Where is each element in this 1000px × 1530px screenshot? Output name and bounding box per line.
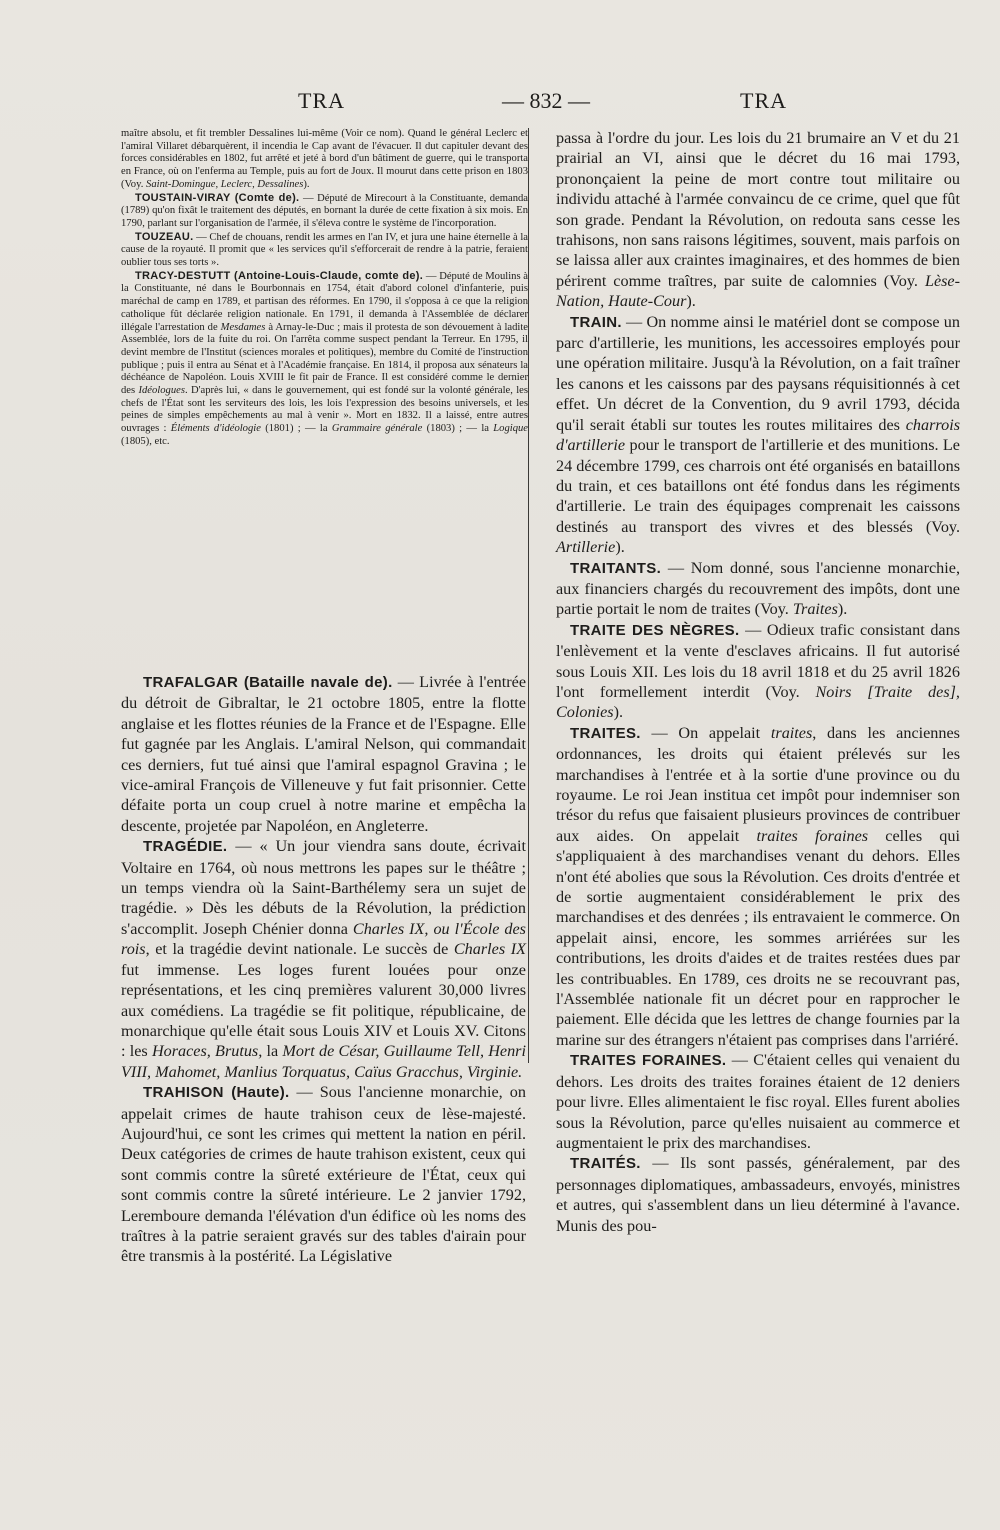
entry-toussaint-continuation: maître absolu, et fit trembler Dessalines lui-même (Voir ce nom). Quand le général Leclerc et l'amiral Villaret débarquèrent, il incendia le Cap avant de l'évacuer. Il dut capituler devant des forces considérables en 1802, fut arrêté et jeté à bord d'un bâtiment de guerre, qui le transporta en France, où on l'enferma au Temple, puis au fort de Joux. Il mourut dans cette prison en 1803 (Voy. Saint-Domingue, Leclerc, Dessalines). [121,128,528,190]
entry-tragedie: TRAGÉDIE. — « Un jour viendra sans doute, écrivait Voltaire en 1764, où nous mettrons les papes sur le théâtre ; un temps viendra où la Saint-Barthélemy sera un sujet de tragédie. » Dès les débuts de la Révolution, la prédiction s'accomplit. Joseph Chénier donna Charles IX, ou l'École des rois, et la tragédie devint nationale. Le succès de Charles IX fut immense. Les loges furent louées pour onze représentations, et les cinq premières valurent 30,000 livres aux comédiens. La tragédie se fit politique, républicaine, de monarchique qu'elle était sous Louis XIV et Louis XV. Citons : les Horaces, Brutus, la Mort de César, Guillaume Tell, Henri VIII, Mahomet, Manlius Torquatus, Caïus Gracchus, Virginie. [121,837,526,1081]
headword: TRAGÉDIE. [143,838,228,856]
entry-tracy-destutt: TRACY-DESTUTT (Antoine-Louis-Claude, comte de). — Député de Moulins à la Constituante, né dans le Bourbonnais en 1754, était d'abord colonel d'infanterie, puis maréchal de camp en 1789, et partisan des réformes. En 1790, il s'opposa à ce que la religion catholique fût déclarée religion nationale. En 1791, il demanda à l'Assemblée de déclarer illégale l'arrestation de Mesdames à Arnay-le-Duc ; mais il protesta de son dévouement à ladite Assemblée, lors de la fuite du roi. On l'arrêta comme suspect pendant la Terreur. En 1795, il devint membre de l'Institut (sciences morales et politiques), membre du Comité de l'instruction publique ; puis il entra au Sénat et à l'Académie française. En 1814, il proposa aux sénateurs la déchéance de Napoléon. Louis XVIII le fit pair de France. Il est considéré comme le dernier des Idéologues. D'après lui, « dans le gouvernement, qui est fondé sur la volonté générale, les chefs de l'État sont les serviteurs des lois, les lois l'expression des besoins universels, et les peines de simples empêchements au mal à venir ». Mort en 1832. Il a laissé, entre autres ouvrages : Éléments d'idéologie (1801) ; — la Grammaire générale (1803) ; — la Logique (1805), etc. [121,269,529,447]
entry-traites: TRAITES. — On appelait traites, dans les anciennes ordonnances, les droits qui étaient prélevés sur les marchandises à l'entrée et à la sortie d'une province ou du royaume. Le roi Jean institua cet impôt pour indemniser son trésor du refus que faisaient plusieurs provinces de contribuer aux aides. On appelait traites foraines celles qui s'appliquaient à des marchandises venant du dehors. Elles n'ont été abolies que sous la Révolution. Ces droits d'entrée et de sortie augmentaient considérablement le prix des marchandises et des denrées ; ils entravaient le commerce. On appelait ainsi, encore, les sommes arriérées sur les contributions, les droits d'aides et de traites restées dues par les contribuables. En 1789, ces droits ne se recouvrant pas, l'Assemblée nationale fit un décret pour en rapprocher le paiement. Elle décida que les lettres de change fournies par la marine sur des étrangers n'étaient pas comprises dans l'arriéré. [556,723,960,1049]
left-column-large-print [121,672,526,1267]
headword: TRAFALGAR (Bataille navale de). [143,674,393,691]
entry-toustain-viray: TOUSTAIN-VIRAY (Comte de). — Député de Mirecourt à la Constituante, demanda (1789) qu'on fixât le traitement des députés, en bornant la durée de cette fixation à six mois. En 1790, parlant sur l'organisation de l'armée, il s'éleva contre le système de l'incorporation. [121,191,528,229]
header-left-word: TRA [298,88,345,113]
entry-trafalgar: TRAFALGAR (Bataille navale de). — Livrée à l'entrée du détroit de Gibraltar, le 21 octobre 1805, entre la flotte anglaise et les flottes réunies de la France et de l'Espagne. Elle fut gagnée par les Anglais. L'amiral Nelson, qui commandait ces derniers, fut tué ainsi que l'amiral espagnol Gravina ; le vice-amiral François de Villeneuve y fut fait prisonnier. Cette défaite porta un coup cruel à notre marine et empêcha la descente, projetée par Napoléon, en Angleterre. [121,673,527,835]
left-column-small-print [121,128,528,449]
entry-touzeau: TOUZEAU. — Chef de chouans, rendit les armes en l'an IV, et jura une haine éternelle à la cause de la royauté. Il promit que « les services qu'il s'efforcerait de rendre à la patrie, feraient oublier tous ses torts ». [121,230,528,269]
headword: TRAHISON (Haute). [143,1084,290,1102]
header-right-word: TRA [740,88,787,113]
headword: TRACY-DESTUTT (Antoine-Louis-Claude, comte de). [135,269,424,282]
headword: TRAIN. [570,313,622,331]
headword: TRAITANTS. [570,559,662,577]
entry-trahison-continuation: passa à l'ordre du jour. Les lois du 21 brumaire an V et du 21 prairial an VI, ainsi que le décret du 16 mai 1793, prononçaient la peine de mort contre tout militaire ou individu attaché à l'armée convaincu de ce crime, quel que fût son grade. Pendant la Révolution, on redouta sans cesse les trahisons, non sans raisons légitimes, souvent, mais parfois on se laissa aller aux craintes imaginaires, et des hommes de bien périrent comme traîtres, par suite de calomnies (Voy. Lèse-Nation, Haute-Cour). [556,129,960,311]
entry-traites-diplomatiques: TRAITÉS. — Ils sont passés, généralement, par des personnages diplomatiques, ambassadeurs, envoyés, ministres et autres, qui s'assemblent dans un lieu déterminé à l'avance. Munis des pou- [556,1154,960,1235]
running-header [0,88,1000,118]
entry-traite-des-negres: TRAITE DES NÈGRES. — Odieux trafic consistant dans l'enlèvement et la vente d'esclaves africains. Il fut autorisé sous Louis XII. Les lois du 18 avril 1818 et du 25 avril 1826 l'ont formellement interdit (Voy. Noirs [Traite des], Colonies). [556,620,960,722]
column-divider [528,128,529,1063]
entry-traites-foraines: TRAITES FORAINES. — C'étaient celles qui venaient du dehors. Les droits des traites foraines étaient de 12 deniers pour livre. Elles alimentaient le fisc royal. Elles furent abolies sous la Révolution, parce qu'elles nuisaient au commerce et augmentaient le prix des marchandises. [556,1051,961,1152]
headword: TOUZEAU. [135,230,194,243]
headword: TOUSTAIN-VIRAY (Comte de). [135,191,300,204]
entry-train: TRAIN. — On nomme ainsi le matériel dont se compose un parc d'artillerie, les munitions, les accessoires employés pour une opération militaire. Jusqu'à la Révolution, on a fait traîner les canons et les caissons par des paysans réquisitionnés à cet effet. Un décret de la Convention, du 9 avril 1793, décida qu'il serait établi sur toutes les routes militaires des charrois d'artillerie pour le transport de l'artillerie et des munitions. Le 24 décembre 1799, ces charrois ont été organisés en bataillons du train, et ces bataillons ont été fondus dans les régiments d'artillerie. Le train des équipages comprenait les caissons destinés au transport des vivres et des blessés (Voy. Artillerie). [556,312,960,557]
headword: TRAITÉS. [570,1155,641,1173]
right-column [556,128,960,1236]
headword: TRAITES FORAINES. [570,1052,727,1070]
entry-trahison: TRAHISON (Haute). — Sous l'ancienne monarchie, on appelait crimes de haute trahison ceux de lèse-majesté. Aujourd'hui, ce sont les crimes qui mettent la nation en péril. Deux catégories de crimes de haute trahison existent, ceux qui sont commis contre la sûreté extérieure de l'État, ceux qui sont commis contre la sûreté intérieure. Le 2 janvier 1792, Leremboure demanda l'élévation d'un édifice où les noms des traîtres à la patrie seraient gravés sur des tables d'airain pour être transmis à la postérité. La Législative [121,1083,526,1266]
page-number: — 832 — [502,88,590,113]
headword: TRAITES. [570,724,641,742]
entry-traitants: TRAITANTS. — Nom donné, sous l'ancienne monarchie, aux financiers chargés du recouvrement des impôts, dont une partie portait le nom de traites (Voy. Traites). [556,558,960,619]
see-also-refs: Saint-Domingue, Leclerc, Dessalines [146,178,304,190]
headword: TRAITE DES NÈGRES. [570,621,740,639]
